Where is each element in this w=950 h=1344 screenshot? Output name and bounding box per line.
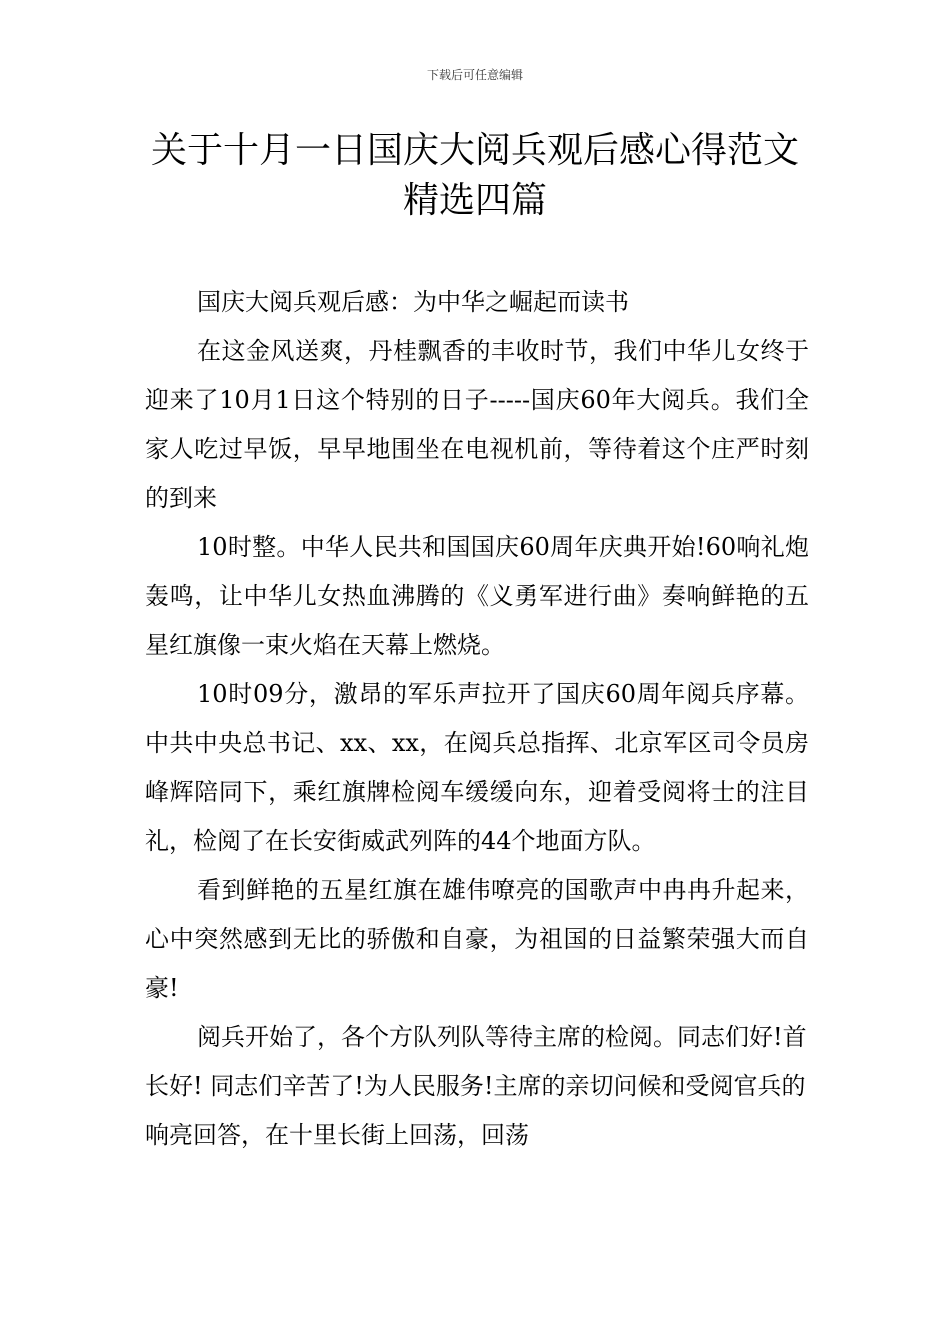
document-title <box>120 126 830 226</box>
section-heading: 国庆大阅兵观后感：为中华之崛起而读书 <box>197 288 629 316</box>
title-line-2: 精选四篇 <box>402 180 547 221</box>
paragraph: 在这金风送爽，丹桂飘香的丰收时节，我们中华儿女终于迎来了10月1日这个特别的日子-----国庆60年大阅兵。我们全家人吃过早饭，早早地围坐在电视机前，等待着这个庄严时刻的到来 <box>145 337 809 512</box>
paragraph: 看到鲜艳的五星红旗在雄伟嘹亮的国歌声中冉冉升起来，心中突然感到无比的骄傲和自豪，为祖国的日益繁荣强大而自豪! <box>145 876 809 1002</box>
paragraph: 10时09分，激昂的军乐声拉开了国庆60周年阅兵序幕。中共中央总书记、xx、xx，在阅兵总指挥、北京军区司令员房峰辉陪同下，乘红旗牌检阅车缓缓向东，迎着受阅将士的注目礼，检阅了在长安街威武列阵的44个地面方队。 <box>145 680 809 855</box>
title-line-1: 关于十月一日国庆大阅兵观后感心得范文 <box>150 130 799 171</box>
header-note: 下载后可任意编辑 <box>426 68 523 82</box>
paragraph: 10时整。中华人民共和国国庆60周年庆典开始!60响礼炮轰鸣，让中华儿女热血沸腾的《义勇军进行曲》奏响鲜艳的五星红旗像一束火焰在天幕上燃烧。 <box>145 533 809 659</box>
document-body <box>145 278 809 1160</box>
paragraph: 阅兵开始了，各个方队列队等待主席的检阅。同志们好!首长好! 同志们辛苦了!为人民服务!主席的亲切问候和受阅官兵的响亮回答，在十里长街上回荡，回荡 <box>145 1023 807 1149</box>
